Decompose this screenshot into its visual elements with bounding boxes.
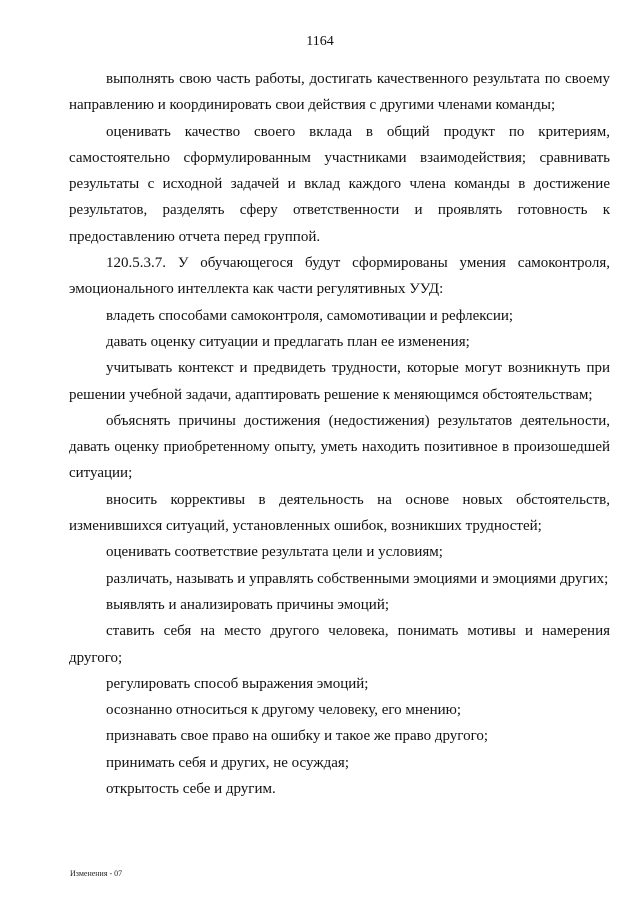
paragraph: оценивать качество своего вклада в общий продукт по критериям, самостоятельно сформулированным участниками взаимодействия; сравнивать результаты с исходной задачей и вклад каждого члена команды в достижение результатов, разделять сферу ответственности и проявлять готовность к предоставлению отчета перед группой. bbox=[69, 123, 610, 245]
paragraph: признавать свое право на ошибку и такое же право другого; bbox=[106, 728, 489, 745]
paragraph: выявлять и анализировать причины эмоций; bbox=[106, 596, 390, 613]
paragraph: давать оценку ситуации и предлагать план ее изменения; bbox=[106, 333, 470, 350]
paragraph: учитывать контекст и предвидеть трудности, которые могут возникнуть при решении учебной задачи, адаптировать решение к меняющимся обстоятельствам; bbox=[69, 360, 610, 403]
paragraph: открытость себе и другим. bbox=[106, 781, 276, 798]
paragraph: регулировать способ выражения эмоций; bbox=[106, 675, 369, 692]
footer-note: Изменения - 07 bbox=[70, 869, 123, 878]
paragraph: различать, называть и управлять собственными эмоциями и эмоциями других; bbox=[106, 570, 609, 587]
body-text bbox=[69, 66, 610, 802]
paragraph: вносить коррективы в деятельность на основе новых обстоятельств, изменившихся ситуаций, установленных ошибок, возникших трудностей; bbox=[69, 491, 610, 535]
paragraph: владеть способами самоконтроля, самомотивации и рефлексии; bbox=[106, 307, 514, 324]
page-number: 1164 bbox=[306, 34, 334, 49]
paragraph: ставить себя на место другого человека, понимать мотивы и намерения другого; bbox=[69, 623, 610, 666]
paragraph: оценивать соответствие результата цели и условиям; bbox=[106, 544, 443, 561]
paragraph: 120.5.3.7. У обучающегося будут сформированы умения самоконтроля, эмоционального интеллекта как части регулятивных УУД: bbox=[69, 255, 610, 298]
paragraph: принимать себя и других, не осуждая; bbox=[106, 754, 350, 771]
paragraph: выполнять свою часть работы, достигать качественного результата по своему направлению и координировать свои действия с другими членами команды; bbox=[69, 71, 610, 114]
paragraph: осознанно относиться к другому человеку, его мнению; bbox=[106, 702, 462, 719]
paragraph: объяснять причины достижения (недостижения) результатов деятельности, давать оценку приобретенному опыту, уметь находить позитивное в произошедшей ситуации; bbox=[69, 412, 610, 482]
